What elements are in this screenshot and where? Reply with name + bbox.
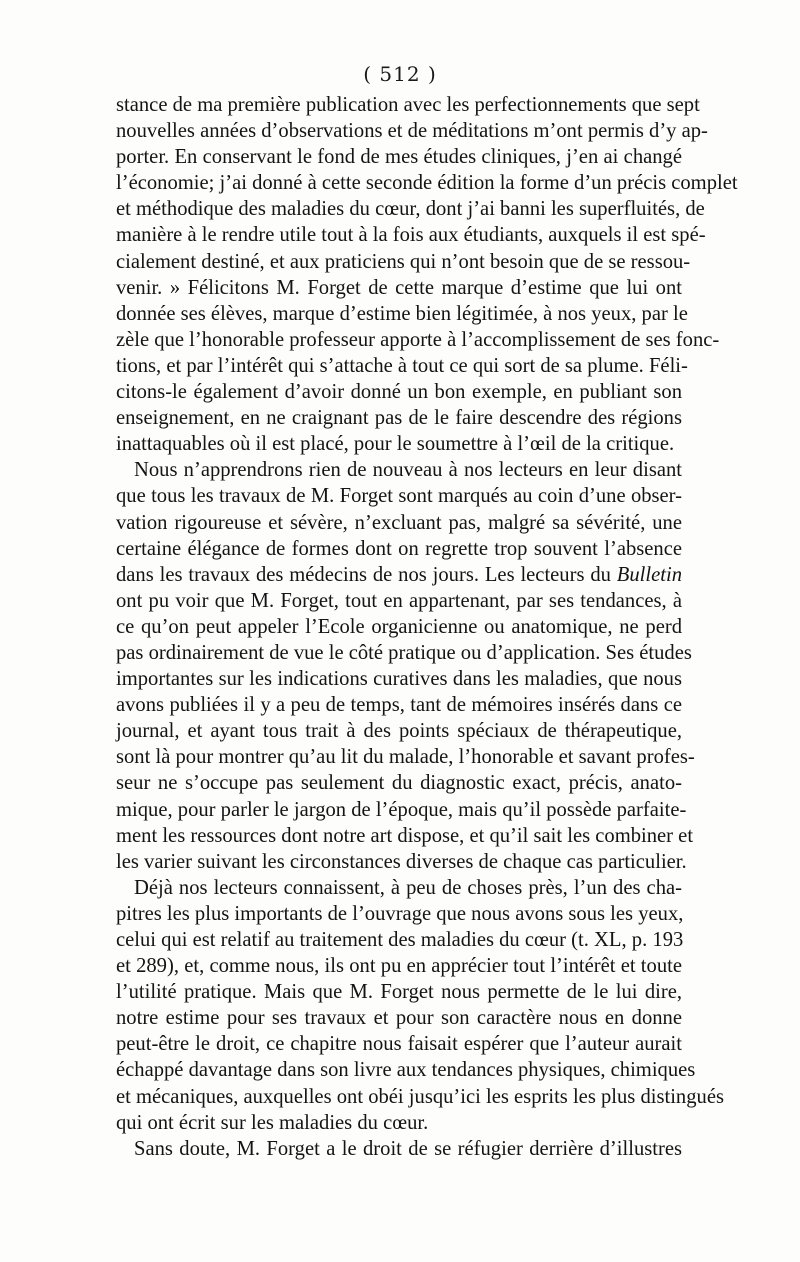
- text-line: notre estime pour ses travaux et pour son caractère nous en donne: [116, 1007, 682, 1030]
- text-line: qui ont écrit sur les maladies du cœur.: [116, 1111, 429, 1134]
- text-line: seur ne s’occupe pas seulement du diagnostic exact, précis, anato-: [116, 772, 682, 795]
- text-line: et 289), et, comme nous, ils ont pu en apprécier tout l’intérêt et toute: [116, 955, 682, 978]
- text-line: nouvelles années d’observations et de méditations m’ont permis d’y ap-: [116, 120, 708, 143]
- text-line: ont pu voir que M. Forget, tout en appartenant, par ses tendances, à: [116, 589, 682, 612]
- text-line: enseignement, en ne craignant pas de le faire descendre des régions: [116, 407, 682, 430]
- text-line: tions, et par l’intérêt qui s’attache à tout ce qui sort de sa plume. Féli-: [116, 354, 688, 377]
- text-line: peut-être le droit, ce chapitre nous faisait espérer que l’auteur aurait: [116, 1033, 682, 1056]
- text-line: stance de ma première publication avec les perfectionnements que sept: [116, 94, 700, 116]
- text-line: et mécaniques, auxquelles ont obéi jusqu’ici les esprits les plus distingués: [116, 1085, 724, 1108]
- text-line: avons publiées il y a peu de temps, tant de mémoires insérés dans ce: [116, 694, 682, 717]
- text-line: l’économie; j’ai donné à cette seconde édition la forme d’un précis complet: [116, 172, 738, 195]
- italic-journal-title: Bulletin: [616, 563, 682, 586]
- text-line: importantes sur les indications curatives dans les maladies, que nous: [116, 668, 682, 691]
- text-line: vation rigoureuse et sévère, n’excluant pas, malgré sa sévérité, une: [116, 511, 682, 534]
- text-line: pas ordinairement de vue le côté pratique ou d’application. Ses études: [116, 641, 692, 664]
- page-number: ( 512 ): [363, 62, 437, 86]
- text-line: et méthodique des maladies du cœur, dont j’ai banni les superfluités, de: [116, 198, 705, 221]
- text-line: pitres les plus importants de l’ouvrage que nous avons sous les yeux,: [116, 902, 684, 925]
- text-line: certaine élégance de formes dont on regrette trop souvent l’absence: [116, 537, 682, 560]
- text-line: zèle que l’honorable professeur apporte à l’accomplissement de ses fonc-: [116, 328, 720, 351]
- text-line-with-italic: [116, 562, 682, 588]
- text-line: journal, et ayant tous trait à des points spéciaux de thérapeutique,: [116, 720, 682, 743]
- text-line: les varier suivant les circonstances diverses de chaque cas particulier.: [116, 850, 687, 873]
- text-line: cialement destiné, et aux praticiens qui n’ont besoin que de se ressou-: [116, 250, 691, 273]
- text-line: citons-le également d’avoir donné un bon exemple, en publiant son: [116, 381, 682, 404]
- text-line: sont là pour montrer qu’au lit du malade, l’honorable et savant profes-: [116, 746, 695, 769]
- text-line: porter. En conservant le fond de mes études cliniques, j’en ai changé: [116, 146, 682, 169]
- text-line: manière à le rendre utile tout à la fois aux étudiants, auxquels il est spé-: [116, 224, 706, 247]
- text-line: que tous les travaux de M. Forget sont marqués au coin d’une obser-: [116, 485, 682, 508]
- text-line: ment les ressources dont notre art dispose, et qu’il sait les combiner et: [116, 824, 694, 847]
- body-text: [116, 92, 738, 1162]
- text-line: inattaquables où il est placé, pour le soumettre à l’œil de la critique.: [116, 433, 675, 456]
- text-line: venir. » Félicitons M. Forget de cette marque d’estime que lui ont: [116, 276, 682, 299]
- text-line: Nous n’apprendrons rien de nouveau à nos lecteurs en leur disant: [134, 459, 682, 482]
- text-line: échappé davantage dans son livre aux tendances physiques, chimiques: [116, 1059, 696, 1082]
- paragraph: [116, 1136, 682, 1162]
- text-line: donnée ses élèves, marque d’estime bien légitimée, à nos yeux, par le: [116, 302, 688, 325]
- text-line: mique, pour parler le jargon de l’époque, mais qu’il possède parfaite-: [116, 798, 687, 821]
- text-line: Déjà nos lecteurs connaissent, à peu de choses près, l’un des cha-: [134, 876, 682, 899]
- text-line: Sans doute, M. Forget a le droit de se réfugier derrière d’illustres: [134, 1137, 682, 1160]
- paragraph: [116, 92, 738, 457]
- text-line: l’utilité pratique. Mais que M. Forget nous permette de le lui dire,: [116, 981, 682, 1004]
- text-line: ce qu’on peut appeler l’Ecole organicienne ou anatomique, ne perd: [116, 615, 682, 638]
- text-segment: dans les travaux des médecins de nos jours. Les lecteurs du: [116, 563, 611, 586]
- text-line: celui qui est relatif au traitement des maladies du cœur (t. XL, p. 193: [116, 929, 684, 951]
- paragraph: [116, 457, 695, 875]
- paragraph: [116, 875, 724, 1136]
